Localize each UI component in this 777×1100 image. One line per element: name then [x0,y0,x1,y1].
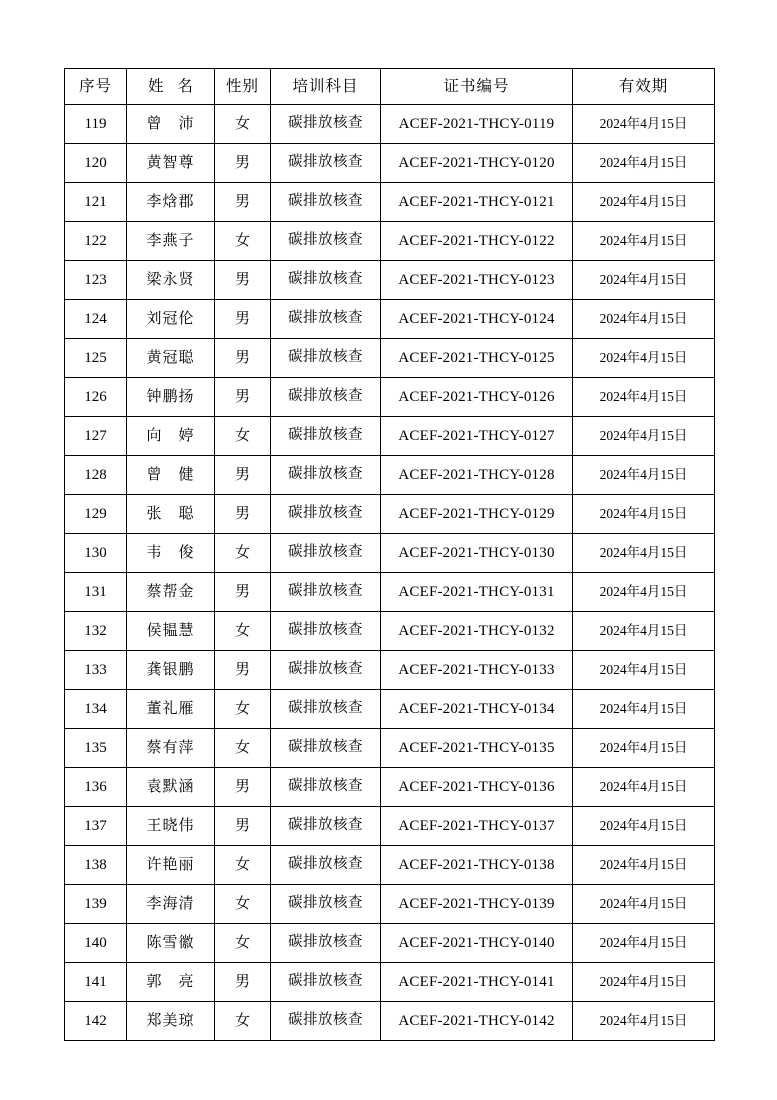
cell-gender: 男 [215,768,271,807]
cell-subject: 碳排放核查 [271,612,381,651]
cell-name: 蔡有萍 [127,729,215,768]
cell-name: 王晓伟 [127,807,215,846]
cell-certificate-number: ACEF-2021-THCY-0121 [381,183,573,222]
cell-seq: 121 [65,183,127,222]
cell-name: 陈雪徽 [127,924,215,963]
cell-subject: 碳排放核查 [271,768,381,807]
cell-valid-until: 2024年4月15日 [573,339,715,378]
cell-seq: 136 [65,768,127,807]
cell-gender: 女 [215,924,271,963]
cell-seq: 131 [65,573,127,612]
cell-name: 曾 沛 [127,105,215,144]
table-row [65,300,715,339]
table-body [65,105,715,1041]
cell-seq: 134 [65,690,127,729]
table-row [65,807,715,846]
cell-seq: 127 [65,417,127,456]
table-row [65,222,715,261]
cell-name: 李海清 [127,885,215,924]
cell-seq: 138 [65,846,127,885]
column-header-subject: 培训科目 [271,69,381,105]
certificate-table [64,68,715,1041]
cell-seq: 120 [65,144,127,183]
cell-subject: 碳排放核查 [271,729,381,768]
cell-certificate-number: ACEF-2021-THCY-0139 [381,885,573,924]
table-row [65,105,715,144]
cell-name: 郑美琼 [127,1002,215,1041]
cell-certificate-number: ACEF-2021-THCY-0126 [381,378,573,417]
cell-gender: 男 [215,963,271,1002]
cell-certificate-number: ACEF-2021-THCY-0130 [381,534,573,573]
cell-valid-until: 2024年4月15日 [573,417,715,456]
cell-subject: 碳排放核查 [271,378,381,417]
cell-valid-until: 2024年4月15日 [573,222,715,261]
cell-gender: 女 [215,417,271,456]
cell-subject: 碳排放核查 [271,417,381,456]
cell-subject: 碳排放核查 [271,339,381,378]
cell-name: 郭 亮 [127,963,215,1002]
cell-seq: 129 [65,495,127,534]
cell-name: 董礼雁 [127,690,215,729]
cell-certificate-number: ACEF-2021-THCY-0138 [381,846,573,885]
cell-valid-until: 2024年4月15日 [573,456,715,495]
cell-gender: 女 [215,846,271,885]
table-row [65,456,715,495]
cell-valid-until: 2024年4月15日 [573,885,715,924]
table-row [65,495,715,534]
cell-valid-until: 2024年4月15日 [573,807,715,846]
cell-seq: 126 [65,378,127,417]
cell-certificate-number: ACEF-2021-THCY-0123 [381,261,573,300]
cell-seq: 140 [65,924,127,963]
cell-valid-until: 2024年4月15日 [573,495,715,534]
table-row [65,924,715,963]
certificate-table-container [64,68,714,1041]
cell-name: 袁默涵 [127,768,215,807]
cell-seq: 125 [65,339,127,378]
cell-valid-until: 2024年4月15日 [573,612,715,651]
cell-subject: 碳排放核查 [271,1002,381,1041]
cell-valid-until: 2024年4月15日 [573,729,715,768]
table-row [65,963,715,1002]
cell-gender: 女 [215,612,271,651]
cell-valid-until: 2024年4月15日 [573,963,715,1002]
cell-valid-until: 2024年4月15日 [573,300,715,339]
cell-name: 钟鹏扬 [127,378,215,417]
cell-certificate-number: ACEF-2021-THCY-0132 [381,612,573,651]
cell-gender: 男 [215,807,271,846]
cell-valid-until: 2024年4月15日 [573,261,715,300]
cell-certificate-number: ACEF-2021-THCY-0136 [381,768,573,807]
cell-name: 梁永贤 [127,261,215,300]
cell-name: 向 婷 [127,417,215,456]
cell-certificate-number: ACEF-2021-THCY-0120 [381,144,573,183]
table-row [65,1002,715,1041]
cell-seq: 124 [65,300,127,339]
cell-subject: 碳排放核查 [271,924,381,963]
cell-gender: 女 [215,1002,271,1041]
table-row [65,261,715,300]
cell-seq: 133 [65,651,127,690]
cell-certificate-number: ACEF-2021-THCY-0124 [381,300,573,339]
column-header-valid-until: 有效期 [573,69,715,105]
cell-name: 许艳丽 [127,846,215,885]
cell-gender: 男 [215,495,271,534]
cell-valid-until: 2024年4月15日 [573,846,715,885]
cell-certificate-number: ACEF-2021-THCY-0133 [381,651,573,690]
table-row [65,378,715,417]
cell-name: 蔡帮金 [127,573,215,612]
cell-name: 张 聪 [127,495,215,534]
cell-seq: 137 [65,807,127,846]
cell-gender: 男 [215,378,271,417]
cell-valid-until: 2024年4月15日 [573,768,715,807]
cell-seq: 139 [65,885,127,924]
table-header-row [65,69,715,105]
cell-name: 李燕子 [127,222,215,261]
cell-gender: 女 [215,729,271,768]
cell-seq: 142 [65,1002,127,1041]
cell-subject: 碳排放核查 [271,456,381,495]
cell-name: 李焓郡 [127,183,215,222]
cell-certificate-number: ACEF-2021-THCY-0119 [381,105,573,144]
cell-seq: 128 [65,456,127,495]
cell-gender: 男 [215,144,271,183]
cell-certificate-number: ACEF-2021-THCY-0125 [381,339,573,378]
table-row [65,144,715,183]
cell-subject: 碳排放核查 [271,144,381,183]
cell-certificate-number: ACEF-2021-THCY-0135 [381,729,573,768]
cell-subject: 碳排放核查 [271,222,381,261]
cell-gender: 男 [215,300,271,339]
cell-subject: 碳排放核查 [271,261,381,300]
cell-certificate-number: ACEF-2021-THCY-0122 [381,222,573,261]
cell-seq: 130 [65,534,127,573]
cell-valid-until: 2024年4月15日 [573,690,715,729]
table-row [65,651,715,690]
cell-valid-until: 2024年4月15日 [573,924,715,963]
cell-certificate-number: ACEF-2021-THCY-0142 [381,1002,573,1041]
table-row [65,729,715,768]
cell-gender: 女 [215,885,271,924]
cell-seq: 122 [65,222,127,261]
table-row [65,846,715,885]
cell-subject: 碳排放核查 [271,183,381,222]
table-row [65,768,715,807]
cell-subject: 碳排放核查 [271,885,381,924]
cell-name: 龚银鹏 [127,651,215,690]
cell-seq: 132 [65,612,127,651]
cell-seq: 135 [65,729,127,768]
cell-gender: 男 [215,573,271,612]
cell-valid-until: 2024年4月15日 [573,534,715,573]
cell-certificate-number: ACEF-2021-THCY-0137 [381,807,573,846]
cell-valid-until: 2024年4月15日 [573,183,715,222]
cell-certificate-number: ACEF-2021-THCY-0140 [381,924,573,963]
cell-valid-until: 2024年4月15日 [573,144,715,183]
cell-subject: 碳排放核查 [271,651,381,690]
cell-gender: 男 [215,183,271,222]
cell-name: 黄智尊 [127,144,215,183]
cell-certificate-number: ACEF-2021-THCY-0131 [381,573,573,612]
cell-gender: 男 [215,261,271,300]
cell-gender: 男 [215,456,271,495]
cell-certificate-number: ACEF-2021-THCY-0127 [381,417,573,456]
table-row [65,885,715,924]
table-row [65,573,715,612]
cell-gender: 女 [215,222,271,261]
cell-valid-until: 2024年4月15日 [573,378,715,417]
cell-seq: 119 [65,105,127,144]
cell-subject: 碳排放核查 [271,807,381,846]
table-row [65,690,715,729]
cell-gender: 女 [215,690,271,729]
cell-valid-until: 2024年4月15日 [573,1002,715,1041]
cell-name: 曾 健 [127,456,215,495]
cell-gender: 男 [215,651,271,690]
cell-name: 韦 俊 [127,534,215,573]
table-row [65,339,715,378]
cell-subject: 碳排放核查 [271,495,381,534]
cell-name: 刘冠伦 [127,300,215,339]
cell-subject: 碳排放核查 [271,690,381,729]
cell-subject: 碳排放核查 [271,105,381,144]
cell-name: 黄冠聪 [127,339,215,378]
cell-seq: 141 [65,963,127,1002]
cell-valid-until: 2024年4月15日 [573,573,715,612]
cell-certificate-number: ACEF-2021-THCY-0128 [381,456,573,495]
table-row [65,612,715,651]
column-header-certificate-number: 证书编号 [381,69,573,105]
cell-certificate-number: ACEF-2021-THCY-0141 [381,963,573,1002]
cell-subject: 碳排放核查 [271,963,381,1002]
cell-subject: 碳排放核查 [271,534,381,573]
cell-gender: 男 [215,339,271,378]
cell-valid-until: 2024年4月15日 [573,651,715,690]
cell-subject: 碳排放核查 [271,846,381,885]
table-row [65,417,715,456]
cell-certificate-number: ACEF-2021-THCY-0134 [381,690,573,729]
cell-subject: 碳排放核查 [271,300,381,339]
cell-name: 侯韫慧 [127,612,215,651]
column-header-seq: 序号 [65,69,127,105]
table-header [65,69,715,105]
cell-certificate-number: ACEF-2021-THCY-0129 [381,495,573,534]
column-header-gender: 性别 [215,69,271,105]
cell-valid-until: 2024年4月15日 [573,105,715,144]
cell-seq: 123 [65,261,127,300]
column-header-name: 姓 名 [127,69,215,105]
cell-gender: 女 [215,105,271,144]
cell-subject: 碳排放核查 [271,573,381,612]
cell-gender: 女 [215,534,271,573]
table-row [65,183,715,222]
table-row [65,534,715,573]
